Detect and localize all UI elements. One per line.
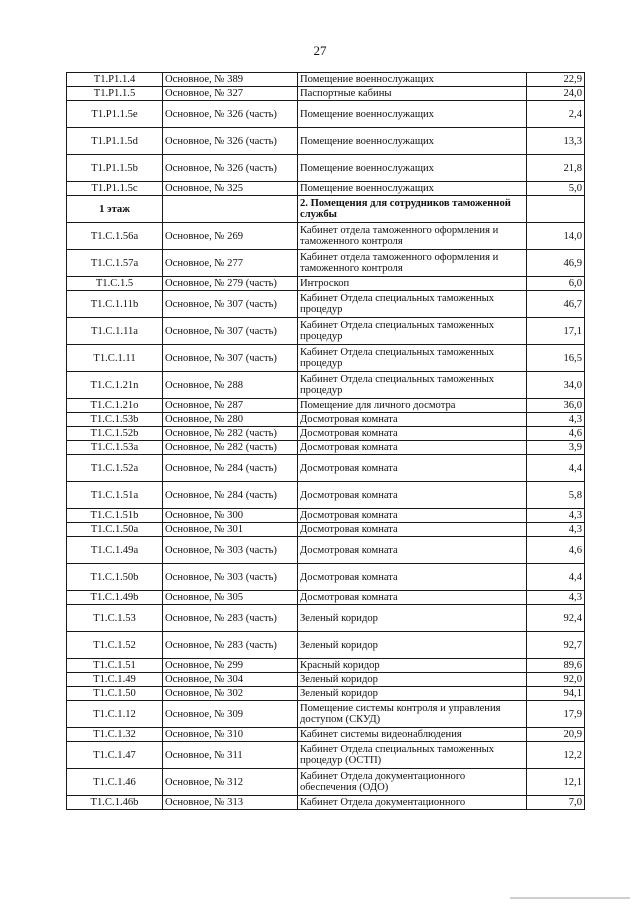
room-name-cell: Кабинет системы видеонаблюдения	[298, 728, 527, 742]
table-row	[67, 128, 585, 155]
room-code-cell: Т1.С.1.49	[67, 673, 163, 687]
room-name-cell: Кабинет отдела таможенного оформления и таможенного контроля	[298, 223, 527, 250]
room-code-cell: Т1.С.1.53b	[67, 413, 163, 427]
table-row	[67, 413, 585, 427]
room-name-cell: Интроскоп	[298, 277, 527, 291]
table-body	[67, 73, 585, 810]
room-code-cell: Т1.С.1.21o	[67, 399, 163, 413]
basis-cell: Основное, № 280	[163, 413, 298, 427]
room-code-cell: Т1.С.1.32	[67, 728, 163, 742]
area-cell: 21,8	[527, 155, 585, 182]
area-cell: 46,7	[527, 291, 585, 318]
basis-cell: Основное, № 312	[163, 769, 298, 796]
room-code-cell: Т1.С.1.57a	[67, 250, 163, 277]
room-name-cell: Помещение военнослужащих	[298, 101, 527, 128]
area-cell: 3,9	[527, 441, 585, 455]
room-code-cell: Т1.Р1.1.5e	[67, 101, 163, 128]
room-code-cell: Т1.С.1.12	[67, 701, 163, 728]
room-code-cell: Т1.С.1.46b	[67, 796, 163, 810]
area-cell: 34,0	[527, 372, 585, 399]
area-cell: 4,4	[527, 564, 585, 591]
area-cell: 6,0	[527, 277, 585, 291]
table-row	[67, 87, 585, 101]
room-name-cell: Помещение военнослужащих	[298, 182, 527, 196]
basis-cell: Основное, № 325	[163, 182, 298, 196]
table-row	[67, 659, 585, 673]
room-name-cell: Кабинет отдела таможенного оформления и таможенного контроля	[298, 250, 527, 277]
basis-cell: Основное, № 305	[163, 591, 298, 605]
table-row	[67, 223, 585, 250]
table-row	[67, 291, 585, 318]
basis-cell: Основное, № 299	[163, 659, 298, 673]
room-name-cell: Зеленый коридор	[298, 632, 527, 659]
basis-cell: Основное, № 279 (часть)	[163, 277, 298, 291]
basis-cell: Основное, № 313	[163, 796, 298, 810]
room-name-cell: Помещение системы контроля и управления доступом (СКУД)	[298, 701, 527, 728]
table-row	[67, 427, 585, 441]
table-row	[67, 441, 585, 455]
room-code-cell: Т1.С.1.11	[67, 345, 163, 372]
table-row	[67, 372, 585, 399]
basis-cell: Основное, № 269	[163, 223, 298, 250]
table-row	[67, 673, 585, 687]
room-name-cell: Досмотровая комната	[298, 427, 527, 441]
area-cell: 24,0	[527, 87, 585, 101]
room-name-cell: Досмотровая комната	[298, 591, 527, 605]
basis-cell: Основное, № 301	[163, 523, 298, 537]
room-name-cell: Досмотровая комната	[298, 509, 527, 523]
room-code-cell: Т1.С.1.53	[67, 605, 163, 632]
table-row	[67, 182, 585, 196]
basis-cell: Основное, № 307 (часть)	[163, 291, 298, 318]
room-code-cell: Т1.С.1.56a	[67, 223, 163, 250]
room-name-cell: Кабинет Отдела специальных таможенных процедур	[298, 318, 527, 345]
area-cell: 36,0	[527, 399, 585, 413]
room-name-cell: Досмотровая комната	[298, 537, 527, 564]
area-cell: 4,6	[527, 537, 585, 564]
area-cell: 94,1	[527, 687, 585, 701]
area-cell: 4,3	[527, 591, 585, 605]
premises-table	[66, 72, 585, 810]
basis-cell: Основное, № 303 (часть)	[163, 564, 298, 591]
room-code-cell: Т1.Р1.1.5b	[67, 155, 163, 182]
area-cell: 20,9	[527, 728, 585, 742]
area-cell: 2,4	[527, 101, 585, 128]
room-code-cell: 1 этаж	[67, 196, 163, 223]
room-name-cell: Кабинет Отдела специальных таможенных процедур	[298, 345, 527, 372]
room-code-cell: Т1.Р1.1.4	[67, 73, 163, 87]
room-code-cell: Т1.С.1.51a	[67, 482, 163, 509]
room-code-cell: Т1.С.1.21n	[67, 372, 163, 399]
room-name-cell: Кабинет Отдела документационного	[298, 796, 527, 810]
page-number: 27	[313, 43, 327, 58]
room-code-cell: Т1.С.1.49a	[67, 537, 163, 564]
basis-cell: Основное, № 288	[163, 372, 298, 399]
room-code-cell: Т1.С.1.49b	[67, 591, 163, 605]
table-row	[67, 155, 585, 182]
scan-edge-mark	[510, 897, 630, 899]
room-name-cell: Кабинет Отдела специальных таможенных процедур	[298, 372, 527, 399]
room-code-cell: Т1.С.1.52	[67, 632, 163, 659]
table-row	[67, 196, 585, 223]
room-name-cell: Досмотровая комната	[298, 441, 527, 455]
table-row	[67, 399, 585, 413]
table-row	[67, 701, 585, 728]
basis-cell: Основное, № 307 (часть)	[163, 318, 298, 345]
basis-cell: Основное, № 283 (часть)	[163, 605, 298, 632]
table-row	[67, 482, 585, 509]
area-cell: 92,0	[527, 673, 585, 687]
room-name-cell: Красный коридор	[298, 659, 527, 673]
room-code-cell: Т1.С.1.51b	[67, 509, 163, 523]
room-code-cell: Т1.С.1.47	[67, 742, 163, 769]
table-row	[67, 73, 585, 87]
basis-cell: Основное, № 283 (часть)	[163, 632, 298, 659]
table-row	[67, 318, 585, 345]
table-row	[67, 523, 585, 537]
area-cell: 12,1	[527, 769, 585, 796]
basis-cell: Основное, № 282 (часть)	[163, 427, 298, 441]
room-name-cell: Кабинет Отдела документационного обеспечения (ОДО)	[298, 769, 527, 796]
room-code-cell: Т1.С.1.11b	[67, 291, 163, 318]
room-code-cell: Т1.С.1.46	[67, 769, 163, 796]
basis-cell: Основное, № 309	[163, 701, 298, 728]
area-cell: 4,3	[527, 413, 585, 427]
table-row	[67, 728, 585, 742]
room-name-cell: Досмотровая комната	[298, 413, 527, 427]
room-code-cell: Т1.С.1.50a	[67, 523, 163, 537]
table-row	[67, 605, 585, 632]
basis-cell: Основное, № 284 (часть)	[163, 455, 298, 482]
table-row	[67, 564, 585, 591]
area-cell: 7,0	[527, 796, 585, 810]
basis-cell: Основное, № 326 (часть)	[163, 128, 298, 155]
area-cell: 92,4	[527, 605, 585, 632]
room-code-cell: Т1.С.1.11a	[67, 318, 163, 345]
area-cell: 89,6	[527, 659, 585, 673]
basis-cell: Основное, № 284 (часть)	[163, 482, 298, 509]
room-name-cell: Помещение военнослужащих	[298, 73, 527, 87]
basis-cell: Основное, № 311	[163, 742, 298, 769]
basis-cell: Основное, № 287	[163, 399, 298, 413]
basis-cell: Основное, № 300	[163, 509, 298, 523]
table-row	[67, 742, 585, 769]
area-cell: 13,3	[527, 128, 585, 155]
room-name-cell: Зеленый коридор	[298, 673, 527, 687]
area-cell: 17,9	[527, 701, 585, 728]
room-name-cell: Паспортные кабины	[298, 87, 527, 101]
area-cell: 4,4	[527, 455, 585, 482]
room-code-cell: Т1.С.1.53a	[67, 441, 163, 455]
table-row	[67, 632, 585, 659]
room-code-cell: Т1.Р1.1.5d	[67, 128, 163, 155]
basis-cell: Основное, № 327	[163, 87, 298, 101]
basis-cell: Основное, № 307 (часть)	[163, 345, 298, 372]
room-code-cell: Т1.С.1.51	[67, 659, 163, 673]
area-cell: 14,0	[527, 223, 585, 250]
basis-cell	[163, 196, 298, 223]
area-cell: 5,8	[527, 482, 585, 509]
basis-cell: Основное, № 310	[163, 728, 298, 742]
room-code-cell: Т1.С.1.50	[67, 687, 163, 701]
room-name-cell: Досмотровая комната	[298, 523, 527, 537]
room-name-cell: Помещение военнослужащих	[298, 128, 527, 155]
room-name-cell: Досмотровая комната	[298, 455, 527, 482]
room-name-cell: Кабинет Отдела специальных таможенных процедур (ОСТП)	[298, 742, 527, 769]
room-name-cell: Зеленый коридор	[298, 687, 527, 701]
room-name-cell: 2. Помещения для сотрудников таможенной службы	[298, 196, 527, 223]
basis-cell: Основное, № 326 (часть)	[163, 101, 298, 128]
area-cell	[527, 196, 585, 223]
room-name-cell: Помещение военнослужащих	[298, 155, 527, 182]
table-row	[67, 591, 585, 605]
room-name-cell: Досмотровая комната	[298, 564, 527, 591]
table-row	[67, 345, 585, 372]
table-row	[67, 687, 585, 701]
basis-cell: Основное, № 304	[163, 673, 298, 687]
room-code-cell: Т1.С.1.52b	[67, 427, 163, 441]
room-name-cell: Досмотровая комната	[298, 482, 527, 509]
table-row	[67, 250, 585, 277]
table-row	[67, 101, 585, 128]
table-row	[67, 509, 585, 523]
area-cell: 4,3	[527, 509, 585, 523]
basis-cell: Основное, № 389	[163, 73, 298, 87]
basis-cell: Основное, № 277	[163, 250, 298, 277]
table-row	[67, 796, 585, 810]
basis-cell: Основное, № 282 (часть)	[163, 441, 298, 455]
area-cell: 12,2	[527, 742, 585, 769]
room-name-cell: Кабинет Отдела специальных таможенных процедур	[298, 291, 527, 318]
room-code-cell: Т1.С.1.5	[67, 277, 163, 291]
room-name-cell: Зеленый коридор	[298, 605, 527, 632]
area-cell: 17,1	[527, 318, 585, 345]
basis-cell: Основное, № 326 (часть)	[163, 155, 298, 182]
room-code-cell: Т1.Р1.1.5	[67, 87, 163, 101]
basis-cell: Основное, № 303 (часть)	[163, 537, 298, 564]
table-row	[67, 769, 585, 796]
area-cell: 46,9	[527, 250, 585, 277]
room-code-cell: Т1.С.1.50b	[67, 564, 163, 591]
room-name-cell: Помещение для личного досмотра	[298, 399, 527, 413]
basis-cell: Основное, № 302	[163, 687, 298, 701]
table-row	[67, 537, 585, 564]
room-code-cell: Т1.Р1.1.5c	[67, 182, 163, 196]
area-cell: 4,6	[527, 427, 585, 441]
area-cell: 5,0	[527, 182, 585, 196]
area-cell: 16,5	[527, 345, 585, 372]
area-cell: 4,3	[527, 523, 585, 537]
table-row	[67, 455, 585, 482]
area-cell: 92,7	[527, 632, 585, 659]
table-row	[67, 277, 585, 291]
room-code-cell: Т1.С.1.52a	[67, 455, 163, 482]
area-cell: 22,9	[527, 73, 585, 87]
